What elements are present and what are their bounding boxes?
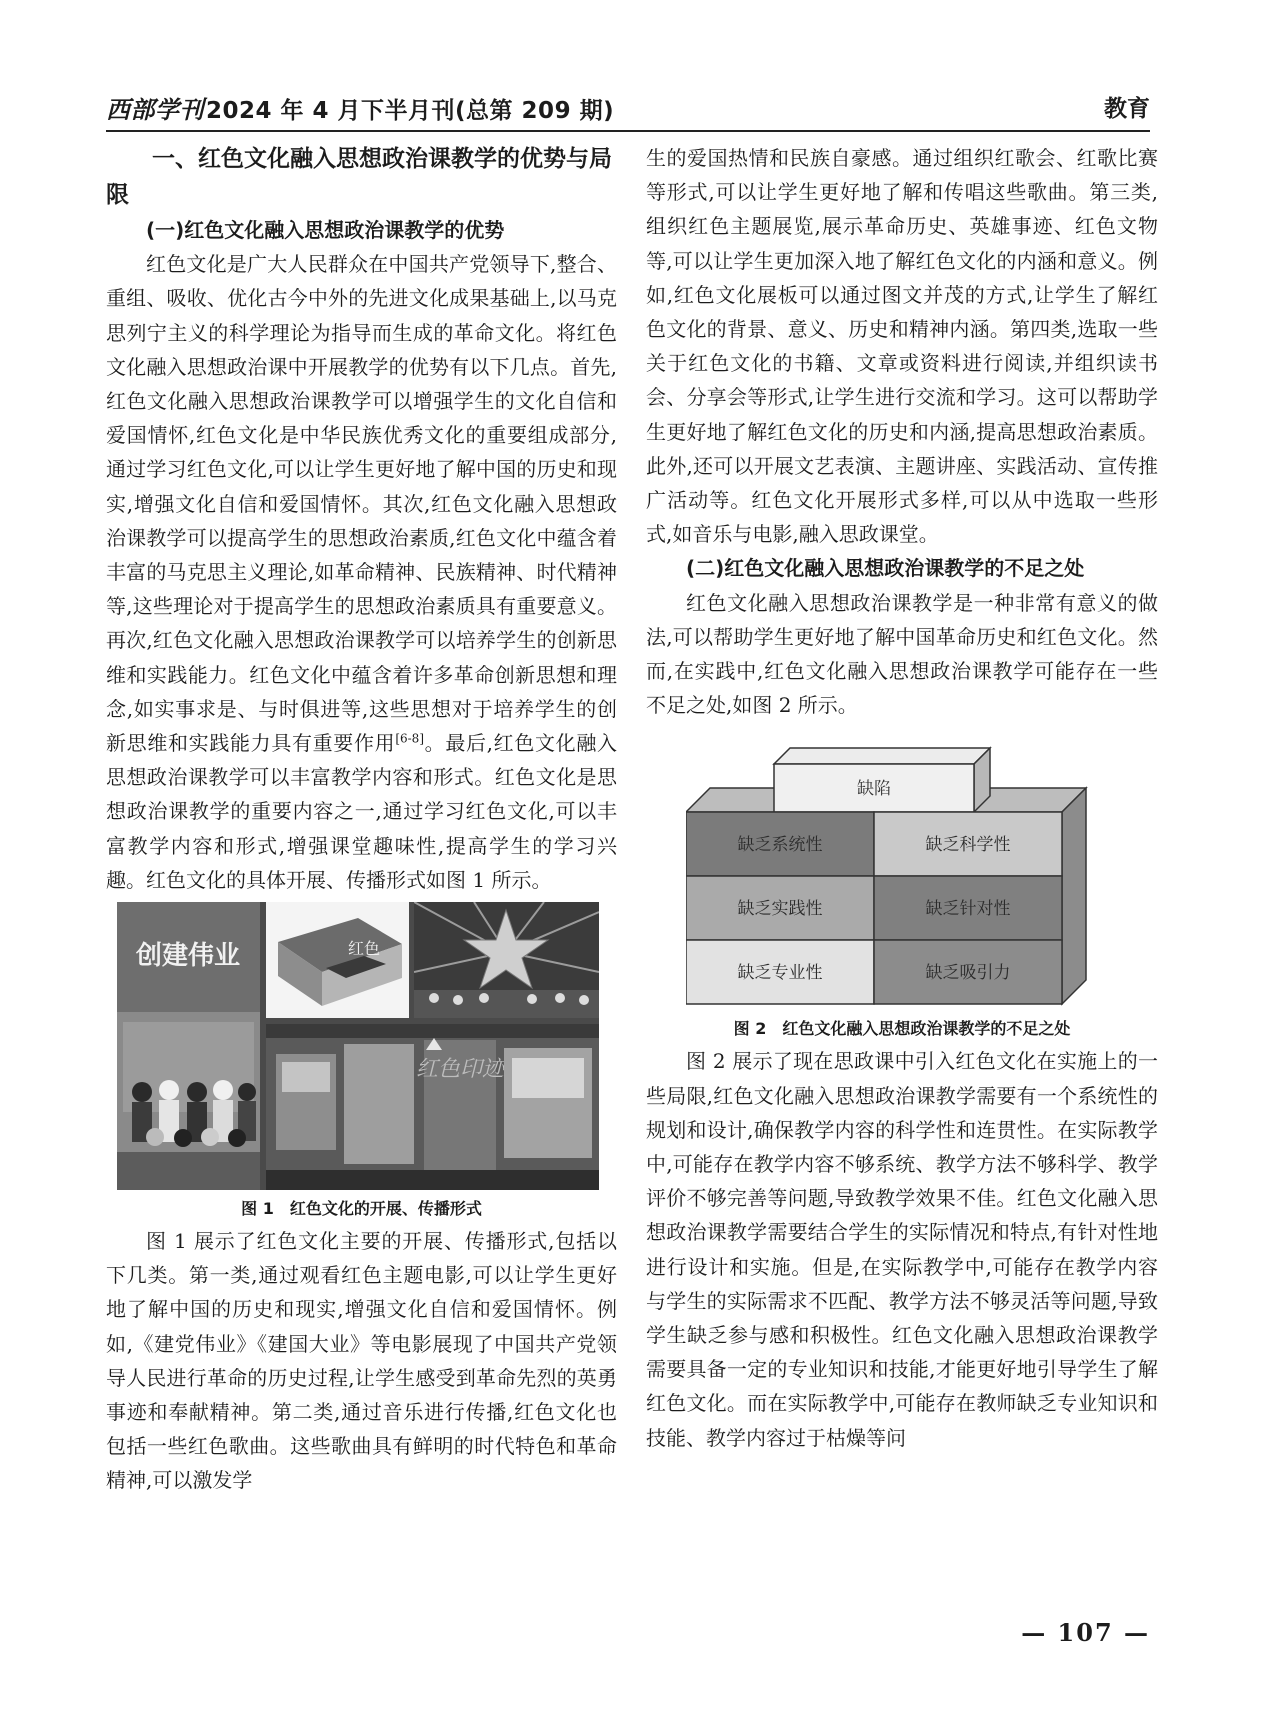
exhibit-title: 红色印迹: [415, 1057, 505, 1083]
diagram-cell-label: 缺乏针对性: [925, 899, 1011, 920]
journal-title: [106, 90, 614, 125]
figure-1-caption: 图 1 红色文化的开展、传播形式: [241, 1199, 482, 1219]
body-paragraph: 图 2 展示了现在思政课中引入红色文化在实施上的一些局限,红色文化融入思想政治课教学需要有一个系统性的规划和设计,确保教学内容的科学性和连贯性。在实际教学中,可能存在教学内容不够系统、教学方法不够科学、教学评价不够完善等问题,导致教学效果不佳。红色文化融入思想政治课教学需要结合学生的实际情况和特点,有针对性地进行设计和实施。但是,在实际教学中,可能存在教学内容与学生的实际需求不匹配、教学方法不够灵活等问题,导致学生缺乏参与感和积极性。红色文化融入思想政治课教学需要具备一定的专业知识和技能,才能更好地引导学生了解红色文化。而在实际教学中,可能存在教师缺乏专业知识和技能、教学内容过于枯燥等问: [646, 1049, 1158, 1450]
section-label: 教育: [1104, 96, 1150, 122]
body-paragraph: [106, 247, 617, 897]
section-heading: 一、红色文化融入思想政治课教学的优势与局限: [106, 146, 612, 208]
body-paragraph: 生的爱国热情和民族自豪感。通过组织红歌会、红歌比赛等形式,可以让学生更好地了解和传唱这些歌曲。第三类,组织红色主题展览,展示革命历史、英雄事迹、红色文物等,可以让学生更加深入地了解红色文化的内涵和意义。例如,红色文化展板可以通过图文并茂的方式,让学生了解红色文化的背景、意义、历史和精神内涵。第四类,选取一些关于红色文化的书籍、文章或资料进行阅读,并组织读书会、分享会等形式,让学生进行交流和学习。这可以帮助学生更好地了解红色文化的历史和内涵,提高思想政治素质。此外,还可以开展文艺表演、主题讲座、实践活动、宣传推广活动等。红色文化开展形式多样,可以从中选取一些形式,如音乐与电影,融入思政课堂。: [646, 146, 1158, 547]
book-cover-image: [266, 902, 409, 1018]
page-number: — 107 —: [1021, 1618, 1150, 1647]
subsection-heading: (二)红色文化融入思想政治课教学的不足之处: [686, 556, 1085, 581]
citation-ref: [6-8]: [395, 731, 424, 746]
figure-1-image: [117, 902, 599, 1190]
diagram-cell-label: 缺乏系统性: [737, 835, 823, 856]
diagram-cell-label: 缺乏科学性: [925, 835, 1011, 856]
paragraph-text: 红色文化是广大人民群众在中国共产党领导下,整合、重组、吸收、优化古今中外的先进文化成果基础上,以马克思列宁主义的科学理论为指导而生成的革命文化。将红色文化融入思想政治课中开展教学的优势有以下几点。首先,红色文化融入思想政治课教学可以增强学生的文化自信和爱国情怀,红色文化是中华民族优秀文化的重要组成部分,通过学习红色文化,可以让学生更好地了解中国的历史和现实,增强文化自信和爱国情怀。其次,红色文化融入思想政治课教学可以提高学生的思想政治素质,红色文化中蕴含着丰富的马克思主义理论,如革命精神、民族精神、时代精神等,这些理论对于提高学生的思想政治素质具有重要意义。再次,红色文化融入思想政治课教学可以培养学生的创新思维和实践能力。红色文化中蕴含着许多革命创新思想和理念,如实事求是、与时俱进等,这些思想对于培养学生的创新思维和实践能力具有重要作用: [106, 252, 617, 756]
diagram-top-label: 缺陷: [857, 779, 891, 800]
body-paragraph: 图 1 展示了红色文化主要的开展、传播形式,包括以下几类。第一类,通过观看红色主题电影,可以让学生更好地了解中国的历史和现实,增强文化自信和爱国情怀。例如,《建党伟业》《建国大业》等电影展现了中国共产党领导人民进行革命的历史过程,让学生感受到革命先烈的英勇事迹和奉献精神。第二类,通过音乐进行传播,红色文化也包括一些红色歌曲。这些歌曲具有鲜明的时代特色和革命精神,可以激发学: [106, 1229, 617, 1493]
page-header: [106, 88, 1150, 132]
journal-issue: 2024 年 4 月下半月刊(总第 209 期): [206, 98, 615, 124]
journal-logo: 西部学刊: [106, 95, 204, 124]
diagram-cells: [686, 812, 1062, 1004]
book-title: 红色: [347, 939, 381, 959]
figure-2-diagram: [686, 734, 1102, 1016]
diagram-cell-label: 缺乏吸引力: [925, 963, 1011, 984]
figure-2-caption: 图 2 红色文化融入思想政治课教学的不足之处: [733, 1019, 1071, 1039]
top-block-top-face: [774, 748, 990, 764]
red-star-image: [414, 902, 599, 1018]
left-column: [106, 141, 617, 1498]
film-poster-image: [117, 902, 260, 1190]
right-column: [646, 141, 1158, 1455]
paragraph-text: 。最后,红色文化融入思想政治课教学可以丰富教学内容和形式。红色文化是思想政治课教学的重要内容之一,通过学习红色文化,可以丰富教学内容和形式,增强课堂趣味性,提高学生的学习兴趣。红色文化的具体开展、传播形式如图 1 所示。: [106, 731, 618, 892]
poster-title: 创建伟业: [135, 941, 241, 972]
body-paragraph: 红色文化融入思想政治课教学是一种非常有意义的做法,可以帮助学生更好地了解中国革命历史和红色文化。然而,在实践中,红色文化融入思想政治课教学可能存在一些不足之处,如图 2 所示。: [646, 590, 1158, 718]
subsection-heading: (一)红色文化融入思想政治课教学的优势: [146, 218, 505, 242]
diagram-cell-label: 缺乏实践性: [737, 899, 823, 920]
exhibition-hall-image: [266, 1024, 599, 1190]
diagram-side-face: [1062, 788, 1086, 1004]
diagram-cell-label: 缺乏专业性: [737, 963, 823, 984]
